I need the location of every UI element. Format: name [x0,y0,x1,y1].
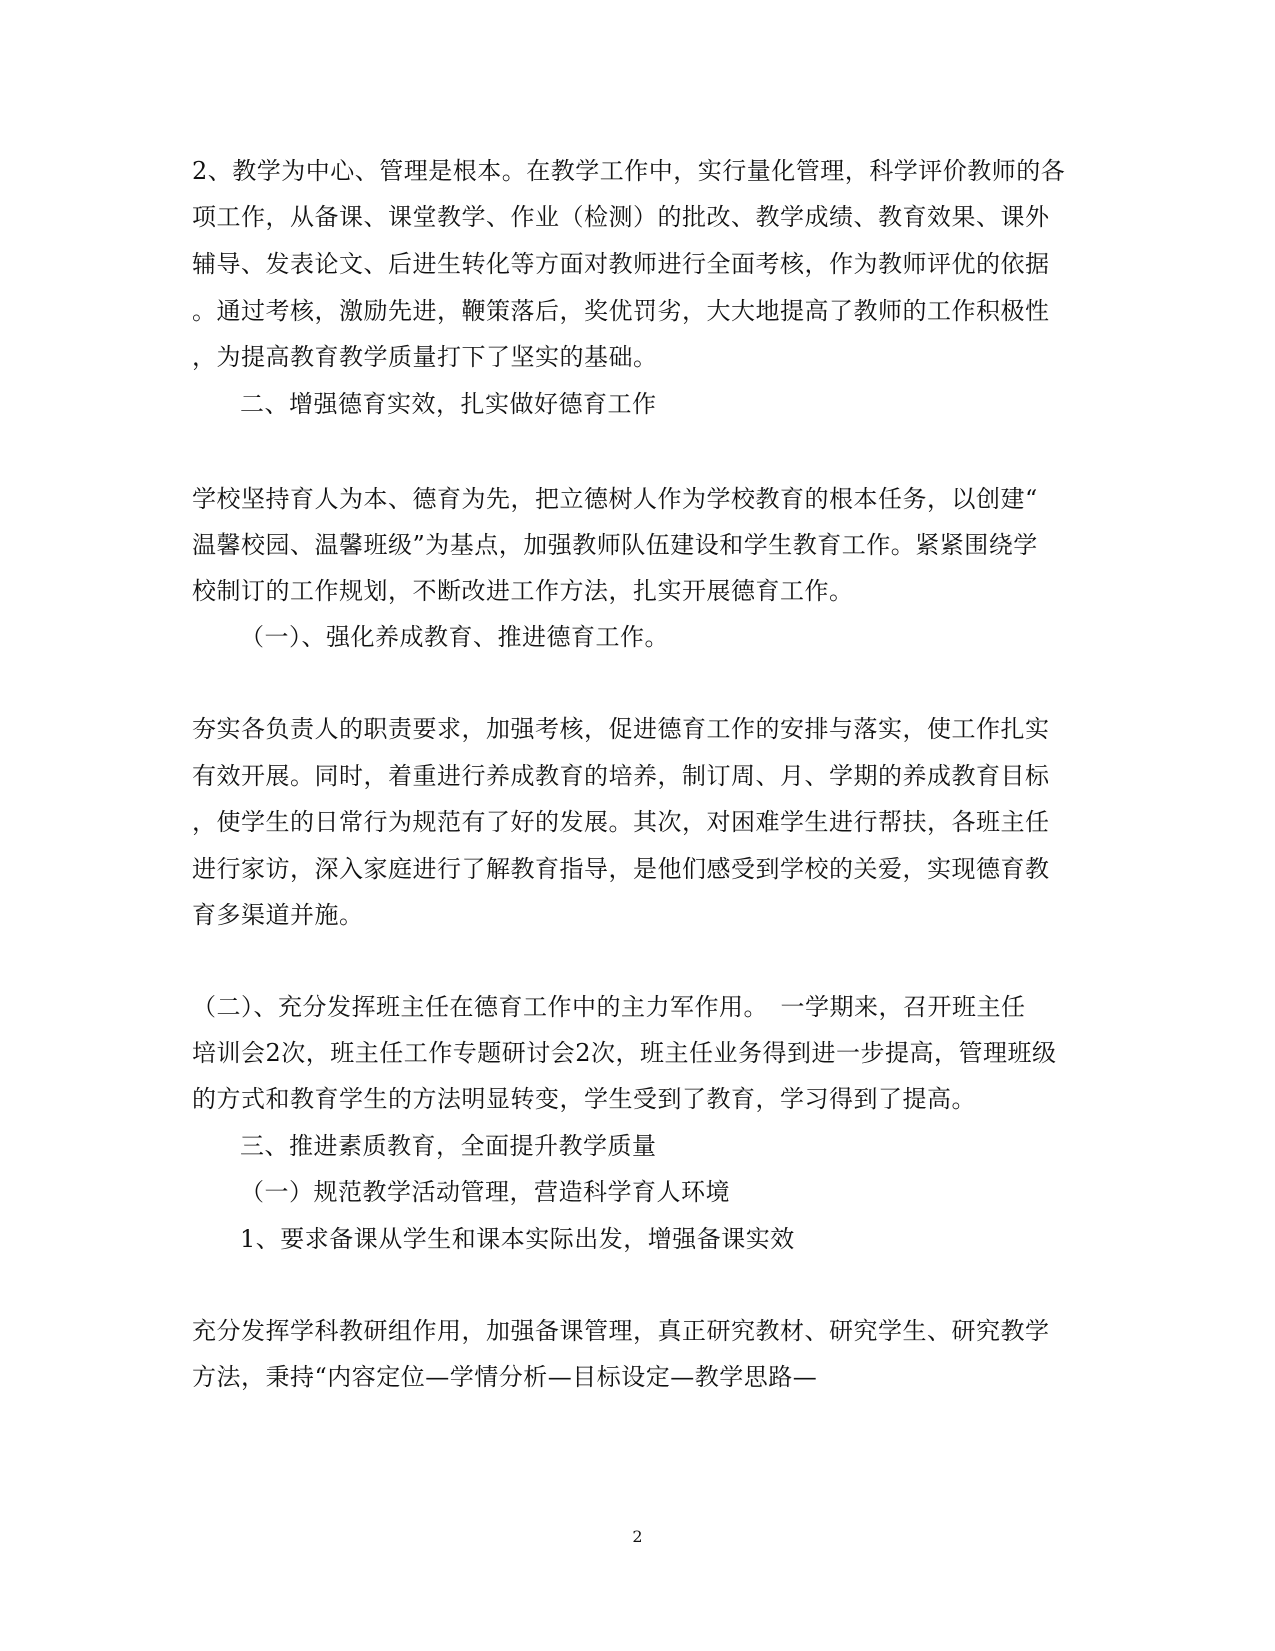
body-text-line: 培训会2次，班主任工作专题研讨会2次，班主任业务得到进一步提高，管理班级 [192,1039,1057,1067]
section-heading: 三、推进素质教育，全面提升教学质量 [240,1132,657,1160]
body-text-line: ，使学生的日常行为规范有了好的发展。其次，对困难学生进行帮扶，各班主任 [192,808,1050,836]
body-text-line: 夯实各负责人的职责要求，加强考核，促进德育工作的安排与落实，使工作扎实 [192,715,1050,743]
body-text-line: 辅导、发表论文、后进生转化等方面对教师进行全面考核，作为教师评优的依据 [192,250,1050,278]
subsection-heading: （一）、强化养成教育、推进德育工作。 [240,623,669,651]
body-text-line: （二）、充分发挥班主任在德育工作中的主力军作用。 一学期来，召开班主任 [192,993,1026,1021]
body-text-line: 项工作，从备课、课堂教学、作业（检测）的批改、教学成绩、教育效果、课外 [192,203,1050,231]
body-text-line: 2、教学为中心、管理是根本。在教学工作中，实行量化管理，科学评价教师的各 [192,157,1066,185]
body-text-line: 温馨校园、温馨班级”为基点，加强教师队伍建设和学生教育工作。紧紧围绕学 [192,531,1038,559]
item-heading: 1、要求备课从学生和课本实际出发，增强备课实效 [240,1225,795,1253]
body-text-line: 的方式和教育学生的方法明显转变，学生受到了教育，学习得到了提高。 [192,1085,976,1113]
body-text-line: 学校坚持育人为本、德育为先，把立德树人作为学校教育的根本任务，以创建“ [192,485,1038,513]
subsection-heading: （一）规范教学活动管理，营造科学育人环境 [240,1178,730,1206]
body-text-line: ，为提高教育教学质量打下了坚实的基础。 [192,343,658,371]
body-text-line: 充分发挥学科教研组作用，加强备课管理，真正研究教材、研究学生、研究教学 [192,1317,1050,1345]
body-text-line: 育多渠道并施。 [192,901,364,929]
body-text-line: 。通过考核，激励先进，鞭策落后，奖优罚劣，大大地提高了教师的工作积极性 [192,297,1050,325]
body-text-line: 有效开展。同时，着重进行养成教育的培养，制订周、月、学期的养成教育目标 [192,762,1050,790]
body-text-line: 方法，秉持“内容定位—学情分析—目标设定—教学思路— [192,1363,818,1391]
body-text-line: 校制订的工作规划，不断改进工作方法，扎实开展德育工作。 [192,577,854,605]
section-heading: 二、增强德育实效，扎实做好德育工作 [240,390,657,418]
body-text-line: 进行家访，深入家庭进行了解教育指导，是他们感受到学校的关爱，实现德育教 [192,855,1050,883]
page-number: 2 [632,1527,643,1546]
